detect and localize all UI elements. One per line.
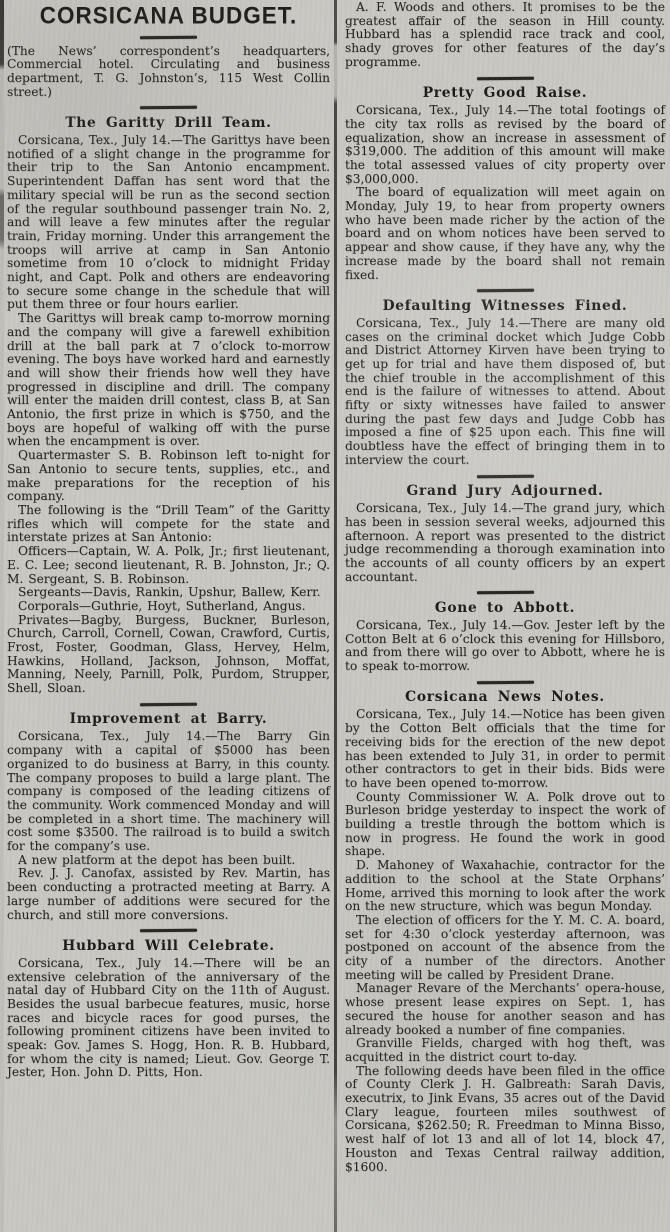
article-paragraph: Quartermaster S. B. Robinson left to-night for San Antonio to secure tents, supplies, etc., and make preparations for the reception of his company. <box>7 448 330 504</box>
section-heading: Gone to Abbott. <box>434 599 576 616</box>
section-divider <box>476 474 533 477</box>
section-heading: Pretty Good Raise. <box>422 85 588 102</box>
left-column <box>7 0 330 1080</box>
section-heading: The Garitty Drill Team. <box>65 115 272 131</box>
section-divider <box>476 289 533 292</box>
section-heading: Grand Jury Adjourned. <box>406 483 604 500</box>
article-paragraph: The Garittys will break camp to-morrow morning and the company will give a farewell exhibition drill at the ball park at 7 o’clock to-morrow evening. The boys have worked hard and earnestly and will show their friends how well they have progressed in discipline and drill. The company will enter the maiden drill contest, class B, at San Antonio, the first prize in which is $750, and the boys are hopeful of walking off with the purse when the encampment is over. <box>7 311 330 449</box>
article-paragraph: Corsicana, Tex., July 14.—The Barry Gin company with a capital of $5000 has been organized to do business at Barry, in this county. The company proposes to build a large plant. The company is composed of the leading citizens of the community. Work commenced Monday and will be completed in a short time. The machinery will cost some $3500. The railroad is to build a switch for the company’s use. <box>7 729 330 854</box>
section-divider <box>476 591 533 594</box>
article-paragraph: Corsicana, Tex., July 14.—There are many old cases on the criminal docket which Judge Cobb and District Attorney Kirven have been trying to get up for trial and have them disposed of, but the chief trouble in the accomplishment of this end is the failure of witnesses to attend. About fifty or sixty witnesses have failed to answer during the past few days and Judge Cobb has imposed a fine of $25 upon each. This fine will doubtless have the effect of bringing them in to interview the court. <box>345 315 665 467</box>
right-column <box>345 1 665 1174</box>
title-divider <box>140 36 197 39</box>
article-paragraph: Corporals—Guthrie, Hoyt, Sutherland, Angus. <box>18 598 306 613</box>
article-paragraph: D. Mahoney of Waxahachie, contractor for the addition to the school at the State Orphans’ Home, arrived this morning to look after the work on the new structure, which was begun Monday. <box>345 858 665 914</box>
article-paragraph: Corsicana, Tex., July 14.—There will be an extensive celebration of the anniversary of the natal day of Hubbard City on the 11th of August. Besides the usual barbecue features, music, horse races and bicycle races for good purses, the following prominent citizens have been invited to speak: Gov. James S. Hogg, Hon. R. B. Hubbard, for whom the city is named; Lieut. Gov. George T. Jester, Hon. John D. Pitts, Hon. <box>7 955 330 1080</box>
section-heading: Defaulting Witnesses Fined. <box>382 297 628 314</box>
article-paragraph: Corsicana, Tex., July 14.—Gov. Jester left by the Cotton Belt at 6 o’clock this evening for Hillsboro, and from there will go over to Abbott, where he is to speak to-morrow. <box>345 617 665 674</box>
section-divider <box>140 929 197 932</box>
section-heading: Improvement at Barry. <box>69 711 268 728</box>
article-paragraph: Corsicana, Tex., July 14.—The grand jury, which has been in session several weeks, adjourned this afternoon. A report was presented to the district judge recommending a thorough examination into the accounts of all county officers by an expert accountant. <box>345 501 665 584</box>
article-paragraph: Sergeants—Davis, Rankin, Upshur, Ballew, Kerr. <box>18 585 321 600</box>
article-paragraph: Manager Revare of the Merchants’ opera-house, whose present lease expires on Sept. 1, has secured the house for another season and has already booked a number of fine companies. <box>345 981 665 1037</box>
article-paragraph: Corsicana, Tex., July 14.—Notice has been given by the Cotton Belt officials that the time for receiving bids for the erection of the new depot has been extended to July 31, in order to permit other contractors to get in their bids. Bids were to have been opened to-morrow. <box>345 707 665 790</box>
article-paragraph: The board of equalization will meet again on Monday, July 19, to hear from property owners who have been made richer by the action of the board and on whom notices have been served to appear and show cause, if they have any, why the increase made by the board shall not remain fixed. <box>345 185 665 282</box>
article-paragraph: Granville Fields, charged with hog theft, was acquitted in the district court to-day. <box>345 1036 665 1064</box>
scan-edge-artifact <box>0 0 4 1232</box>
column-divider-rule <box>334 0 337 1232</box>
section-heading: Hubbard Will Celebrate. <box>62 937 275 954</box>
article-paragraph: The following is the “Drill Team” of the Garitty rifles which will compete for the state and interstate prizes at San Antonio: <box>7 502 330 545</box>
masthead-note: (The News’ correspondent’s headquarters, Commercial hotel. Circulating and business department, T. G. Johnston’s, 115 West Collin street.) <box>7 43 330 99</box>
article-paragraph: A. F. Woods and others. It promises to be the greatest affair of the season in Hill county. Hubbard has a splendid race track and cool, shady groves for other features of the day’s programme. <box>345 0 665 69</box>
article-paragraph: Privates—Bagby, Burgess, Buckner, Burleson, Church, Carroll, Cornell, Cowan, Crawford, Curtis, Frost, Foster, Goodman, Glass, Hervey, Helm, Hawkins, Holland, Jackson, Johnson, Moffat, Manning, Neely, Parnill, Polk, Purdom, Strupper, Shell, Sloan. <box>7 612 330 696</box>
article-paragraph: Corsicana, Tex., July 14.—The Garittys have been notified of a slight change in the programme for their trip to the San Antonio encampment. Superintendent Daffan has sent word that the military special will be run as the second section of the regular southbound passenger train No. 2, and will leave a few minutes after the regular train, Friday morning. Under this arrangement the troops will arrive at camp in San Antonio sometime from 10 o’clock to midnight Friday night, and Capt. Polk and others are endeavoring to secure some change in the schedule that will put them three or four hours earlier. <box>7 133 330 312</box>
section-divider <box>140 106 197 109</box>
article-title: CORSICANA BUDGET. <box>39 2 298 29</box>
article-paragraph: County Commissioner W. A. Polk drove out to Burleson bridge yesterday to inspect the work of building a trestle through the bottom which is now in progress. He found the work in good shape. <box>345 789 665 859</box>
section-divider <box>476 76 533 79</box>
article-paragraph: The following deeds have been filed in the office of County Clerk J. H. Galbreath: Sarah Davis, executrix, to Jink Evans, 35 acres out of the David Clary league, fourteen miles southwest of Corsicana, $262.50; R. Freedman to Minna Bisso, west half of lot 13 and all of lot 14, block 47, Houston and Texas Central railway addition, $1600. <box>345 1063 665 1174</box>
article-paragraph: Corsicana, Tex., July 14.—The total footings of the city tax rolls as revised by the board of equalization, show an increase in assessment of $319,000. The addition of this amount will make the total assessed values of city property over $3,000,000. <box>345 103 665 186</box>
article-paragraph: A new platform at the depot has been built. <box>18 852 296 867</box>
section-heading: Corsicana News Notes. <box>405 689 605 706</box>
section-divider <box>140 703 197 706</box>
section-divider <box>476 680 533 683</box>
article-paragraph: Rev. J. J. Canofax, assisted by Rev. Martin, has been conducting a protracted meeting at Barry. A large number of additions were secured for the church, and still more conversions. <box>7 866 330 922</box>
article-paragraph: The election of officers for the Y. M. C. A. board, set for 4:30 o’clock yesterday afternoon, was postponed on account of the absence from the city of a number of the directors. Another meeting will be called by President Drane. <box>345 912 665 982</box>
article-paragraph: Officers—Captain, W. A. Polk, Jr.; first lieutenant, E. C. Lee; second lieutenant, R. B. Johnston, Jr.; Q. M. Sergeant, S. B. Robinson. <box>7 544 330 586</box>
